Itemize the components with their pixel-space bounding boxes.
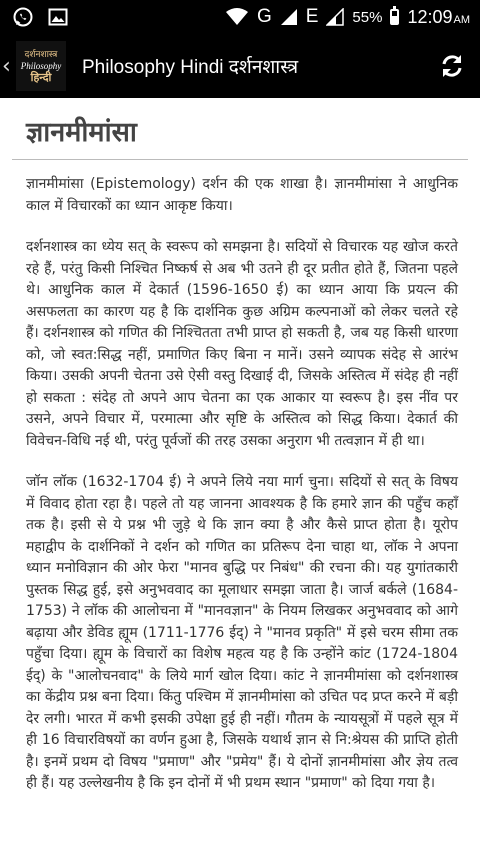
status-bar [0, 0, 480, 34]
app-title: Philosophy Hindi दर्शनशास्त्र [82, 57, 299, 78]
network-type-e: E [305, 6, 319, 27]
article-content[interactable] [0, 98, 480, 854]
signal-icon [280, 8, 298, 26]
network-type-g: G [256, 6, 272, 27]
whatsapp-icon [12, 6, 34, 28]
refresh-icon[interactable] [424, 38, 480, 94]
clock [407, 7, 470, 28]
logo-line-2: Philosophy [20, 60, 62, 71]
signal-icon-2 [326, 8, 344, 26]
battery-percent: 55% [352, 8, 383, 26]
article-paragraph: जॉन लॉक (1632-1704 ई) ने अपने लिये नया मार्ग चुना। सदियों से सत् के विषय में विवाद होता रहा है। पहले तो यह जानना आवश्यक है कि हमारे ज्ञान की पहुँच कहाँ तक है। इसी से ये प्रश्न भी जुड़े थे कि ज्ञान क्या है और कैसे प्राप्त होता है। यूरोप महाद्वीप के दार्शनिकों ने दर्शन को गणित का प्रतिरूप देना चाहा था, लॉक ने अपना ध्यान मनोविज्ञान की ओर फेरा "मानव बुद्धि पर निबंध" की रचना की। यह युगांतकारी पुस्तक सिद्ध हुई, इसे अनुभववाद का मूलाधार समझा जाता है। जार्ज बर्कले (1684-1753) ने लॉक की आलोचना में "मानवज्ञान" के नियम लिखकर अनुभववाद को आगे बढ़ाया और डेविड ह्यूम (1711-1776 ईद्) ने "मानव प्रकृति" में इसे चरम सीमा तक पहुँचा दिया। ह्यूम के विचारों का विशेष महत्व यह है कि उन्होंने कांट (1724-1804 ईद्) के "आलोचनवाद" के लिये मार्ग खोल दिया। कांट ने ज्ञानमीमांसा को दर्शनशास्त्र का केंद्रीय प्रश्न बना दिया। किंतु पश्चिम में ज्ञानमीमांसा को उचित पद प्रप्त करने में बड़ी देर लगी। भारत में कभी इसकी उपेक्षा हुई ही नहीं। गौतम के न्यायसूत्रों में पहले सूत्र में ही 16 विचारविषयों का वर्णन हुआ है, जिसके यथार्थ ज्ञान से नि:श्रेयस की प्राप्ति होती है। इनमें प्रथम दो विषय "प्रमाण" और "प्रमेय" हैं। ये दोनों ज्ञानमीमांसा और ज्ञेय तत्व ही हैं। यह उल्लेखनीय है कि इन दोनों में भी प्रथम स्थान "प्रमाण" को दिया गया है। [26, 474, 458, 791]
gallery-icon [48, 8, 68, 26]
app-logo[interactable] [16, 41, 66, 91]
article-heading: ज्ञानमीमांसा [26, 117, 137, 148]
back-chevron-icon[interactable]: ‹ [2, 53, 11, 79]
article-paragraph: दर्शनशास्त्र का ध्येय सत् के स्वरूप को समझना है। सदियों से विचारक यह खोज करते रहे हैं, परंतु किसी निश्चित निष्कर्ष से अब भी उतने ही दूर प्रतीत होते हैं, जितना पहले थे। आधुनिक काल में देकार्त (1596-1650 ई) का ध्यान आया कि प्रयत्न की असफलता का कारण यह है कि दार्शनिक कुछ अग्रिम कल्पनाओं को लेकर चलते रहे हैं। दर्शनशास्त्र को गणित की निश्चितता तभी प्राप्त हो सकती है, जब यह किसी धारणा को, जो स्वत:सिद्ध नहीं, प्रमाणित किए बिना न मानें। उसने व्यापक संदेह से आरंभ किया। उसकी अपनी चेतना उसे ऐसी वस्तु दिखाई दी, जिसके अस्तित्व में संदेह ही नहीं हो सकता : संदेह तो अपने आप चेतना का एक आकार या स्वरूप है। इस नींव पर उसने, अपने विचार में, परमात्मा और सृष्टि के अस्तित्व को सिद्ध किया। देकार्त की विवेचन-विधि नई थी, परंतु पूर्वजों की तरह उसका अनुराग भी तत्वज्ञान में ही था। [26, 239, 458, 449]
battery-icon [390, 9, 399, 25]
clock-ampm: AM [453, 13, 470, 26]
logo-line-3: हिन्दी [30, 70, 52, 84]
app-bar [0, 34, 480, 98]
wifi-icon [225, 8, 249, 26]
clock-time: 12:09 [407, 6, 453, 27]
article-paragraph: ज्ञानमीमांसा (Epistemology) दर्शन की एक शाखा है। ज्ञानमीमांसा ने आधुनिक काल में विचारकों का ध्यान आकृष्ट किया। [26, 176, 458, 214]
logo-line-1: दर्शनशास्त्र [24, 49, 58, 60]
